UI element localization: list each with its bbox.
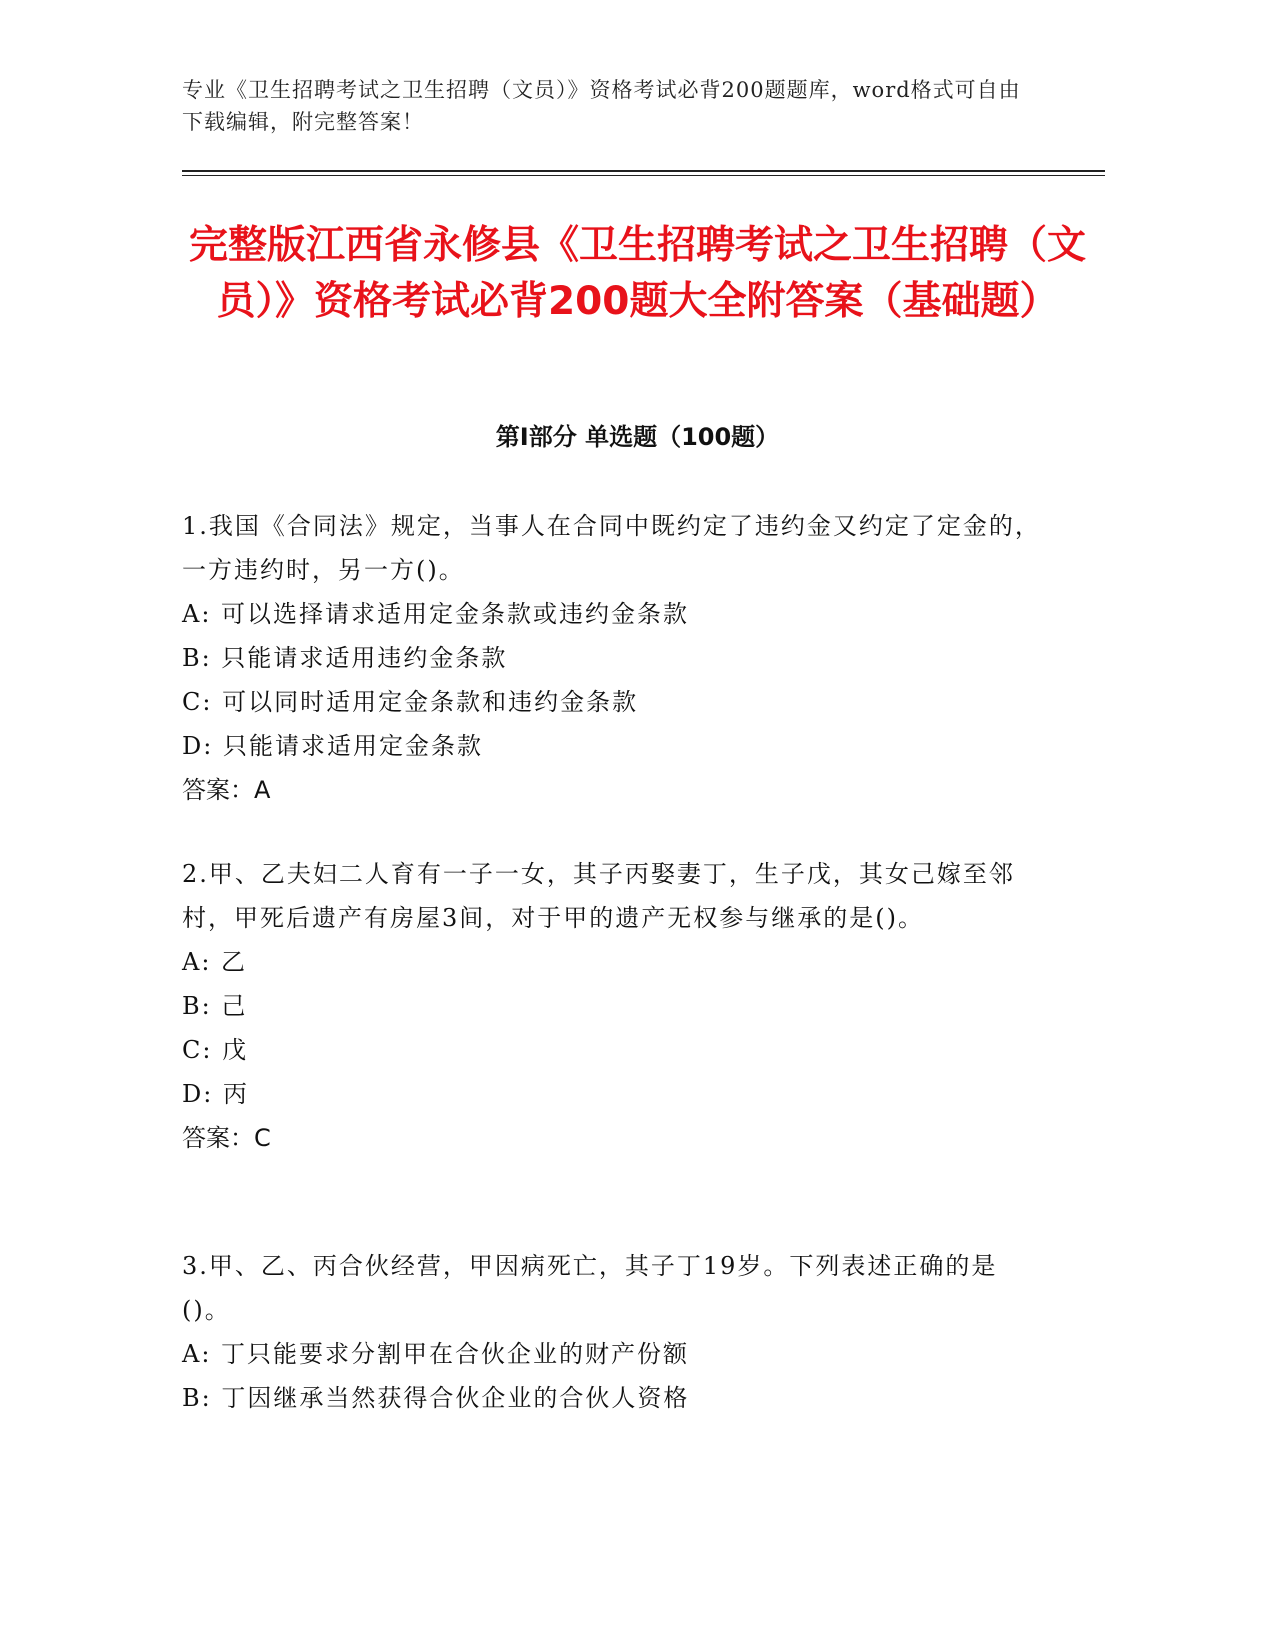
- answer: 答案：C: [182, 1124, 271, 1152]
- option-b: B: 只能请求适用违约金条款: [182, 644, 508, 672]
- option-a: A: 丁只能要求分割甲在合伙企业的财产份额: [182, 1340, 690, 1368]
- question-stem: 2.甲、乙夫妇二人育有一子一女，其子丙娶妻丁，生子戊，其女己嫁至邻村，甲死后遗产有房屋3间，对于甲的遗产无权参与继承的是()。: [182, 860, 1015, 932]
- document-title: 完整版江西省永修县《卫生招聘考试之卫生招聘（文员）》资格考试必背200题大全附答案（基础题）: [188, 223, 1086, 324]
- header-note: 专业《卫生招聘考试之卫生招聘（文员）》资格考试必背200题题库，word格式可自由下载编辑，附完整答案！: [182, 78, 1021, 134]
- option-c: C: 可以同时适用定金条款和违约金条款: [182, 688, 639, 716]
- option-a: A: 乙: [182, 948, 248, 976]
- option-d: D: 只能请求适用定金条款: [182, 732, 483, 760]
- option-a: A: 可以选择请求适用定金条款或违约金条款: [182, 600, 690, 628]
- option-c: C: 戊: [182, 1036, 249, 1064]
- header-divider-thin: [182, 175, 1105, 176]
- option-d: D: 丙: [182, 1080, 249, 1108]
- answer: 答案：A: [182, 776, 271, 804]
- header-divider-thick: [182, 170, 1105, 172]
- section-heading: 第I部分 单选题（100题）: [495, 423, 780, 451]
- question-1: [182, 504, 1042, 812]
- question-stem: 1.我国《合同法》规定，当事人在合同中既约定了违约金又约定了定金的，一方违约时，另一方()。: [182, 512, 1041, 584]
- option-b: B: 己: [182, 992, 248, 1020]
- question-3: [182, 1244, 1042, 1420]
- question-stem: 3.甲、乙、丙合伙经营，甲因病死亡，其子丁19岁。下列表述正确的是()。: [182, 1252, 998, 1324]
- question-2: [182, 852, 1042, 1160]
- option-b: B: 丁因继承当然获得合伙企业的合伙人资格: [182, 1384, 690, 1412]
